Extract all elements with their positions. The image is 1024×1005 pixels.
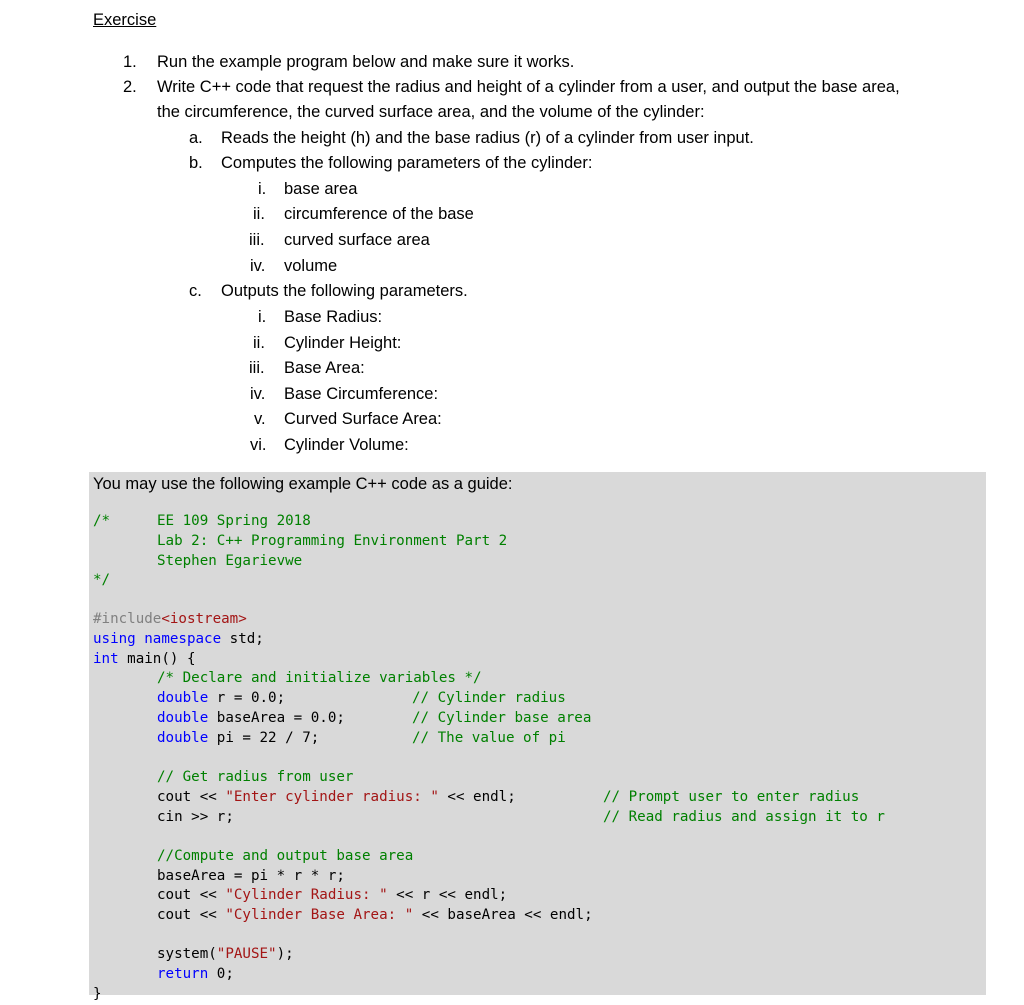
code-double-keyword: double xyxy=(157,690,209,706)
item-1-number: 1. xyxy=(123,53,137,71)
sub-a-letter: a. xyxy=(189,129,203,147)
code-using-keyword: using namespace xyxy=(93,631,222,647)
code-pi-decl-rest: pi = 22 / 7; xyxy=(208,730,320,746)
sub-c-vi-text: Cylinder Volume: xyxy=(284,436,409,454)
code-comment-pi: // The value of pi xyxy=(412,730,566,746)
item-2-text: Write C++ code that request the radius and height of a cylinder from a user, and output the base area, xyxy=(157,78,900,96)
sub-b-iii-text: curved surface area xyxy=(284,231,430,249)
code-int-keyword: int xyxy=(93,651,119,667)
code-system-call: system( xyxy=(157,946,217,962)
sub-c-ii-text: Cylinder Height: xyxy=(284,334,402,352)
code-comment-prompt: // Prompt user to enter radius xyxy=(603,789,860,805)
code-include-line xyxy=(93,610,247,630)
code-area-string: "Cylinder Base Area: " xyxy=(225,907,414,923)
code-comment-get: // Get radius from user xyxy=(157,769,354,785)
sub-b-letter: b. xyxy=(189,154,203,172)
sub-c-v-text: Curved Surface Area: xyxy=(284,410,442,428)
code-base-decl xyxy=(157,709,345,729)
code-include-lib: <iostream> xyxy=(161,611,247,627)
code-pi-decl xyxy=(157,729,319,749)
sub-b-iii-num: iii. xyxy=(249,231,265,249)
code-comment-declare: /* Declare and initialize variables */ xyxy=(157,670,482,686)
code-cout: cout << xyxy=(157,907,226,923)
code-return-line xyxy=(157,965,234,985)
sub-b-ii-text: circumference of the base xyxy=(284,205,474,223)
sub-b-i-text: base area xyxy=(284,180,358,198)
code-cout-radius xyxy=(157,886,507,906)
code-header-line-1: EE 109 Spring 2018 xyxy=(157,513,311,529)
code-cout: cout << xyxy=(157,789,226,805)
code-endl: << endl; xyxy=(438,789,516,805)
code-system-line xyxy=(157,945,294,965)
sub-c-iii-num: iii. xyxy=(249,359,265,377)
code-comment-compute: //Compute and output base area xyxy=(157,848,414,864)
code-endl: << r << endl; xyxy=(387,887,508,903)
sub-b-i-num: i. xyxy=(258,180,267,198)
sub-c-iv-text: Base Circumference: xyxy=(284,385,439,403)
code-using-line xyxy=(93,630,264,650)
item-2-number: 2. xyxy=(123,78,137,96)
code-header-line-2: Lab 2: C++ Programming Environment Part 2 xyxy=(157,533,508,549)
code-header-line-3: Stephen Egarievwe xyxy=(157,553,303,569)
sub-c-iv-num: iv. xyxy=(250,385,266,403)
code-cout-area xyxy=(157,906,593,926)
code-return-rest: 0; xyxy=(208,966,234,982)
code-comment-base: // Cylinder base area xyxy=(412,710,592,726)
sub-c-vi-num: vi. xyxy=(250,436,267,454)
sub-a-text: Reads the height (h) and the base radius (r) of a cylinder from user input. xyxy=(221,129,754,147)
code-radius-string: "Cylinder Radius: " xyxy=(225,887,388,903)
sub-c-v-num: v. xyxy=(254,410,266,428)
code-cout: cout << xyxy=(157,887,226,903)
item-2-text-cont: the circumference, the curved surface area, and the volume of the cylinder: xyxy=(157,103,705,121)
code-return-keyword: return xyxy=(157,966,209,982)
code-double-keyword: double xyxy=(157,710,209,726)
code-main-line xyxy=(93,650,196,670)
sub-b-text: Computes the following parameters of the cylinder: xyxy=(221,154,593,172)
sub-c-ii-num: ii. xyxy=(253,334,265,352)
code-include-keyword: #include xyxy=(93,611,162,627)
code-cout-prompt xyxy=(157,788,516,808)
item-1-text: Run the example program below and make sure it works. xyxy=(157,53,575,71)
guide-text: You may use the following example C++ code as a guide: xyxy=(93,475,513,493)
code-comment-read: // Read radius and assign it to r xyxy=(603,809,885,825)
sub-c-iii-text: Base Area: xyxy=(284,359,365,377)
code-base-decl-rest: baseArea = 0.0; xyxy=(208,710,345,726)
exercise-heading: Exercise xyxy=(93,11,157,29)
code-prompt-string: "Enter cylinder radius: " xyxy=(225,789,439,805)
code-cin-line: cin >> r; xyxy=(157,809,234,825)
code-calc-line: baseArea = pi * r * r; xyxy=(157,868,345,884)
code-comment-open: /* xyxy=(93,513,111,529)
sub-c-i-num: i. xyxy=(258,308,267,326)
code-main-rest: main() { xyxy=(118,651,196,667)
code-close-brace: } xyxy=(93,986,102,1002)
sub-c-i-text: Base Radius: xyxy=(284,308,383,326)
code-r-decl xyxy=(157,689,285,709)
code-comment-r: // Cylinder radius xyxy=(412,690,566,706)
code-comment-close: */ xyxy=(93,572,111,588)
code-system-close: ); xyxy=(276,946,294,962)
sub-c-letter: c. xyxy=(189,282,202,300)
sub-b-iv-num: iv. xyxy=(250,257,266,275)
code-endl: << baseArea << endl; xyxy=(413,907,593,923)
sub-c-text: Outputs the following parameters. xyxy=(221,282,468,300)
code-using-rest: std; xyxy=(221,631,264,647)
code-double-keyword: double xyxy=(157,730,209,746)
code-r-decl-rest: r = 0.0; xyxy=(208,690,286,706)
sub-b-iv-text: volume xyxy=(284,257,338,275)
sub-b-ii-num: ii. xyxy=(253,205,265,223)
code-pause-string: "PAUSE" xyxy=(216,946,277,962)
